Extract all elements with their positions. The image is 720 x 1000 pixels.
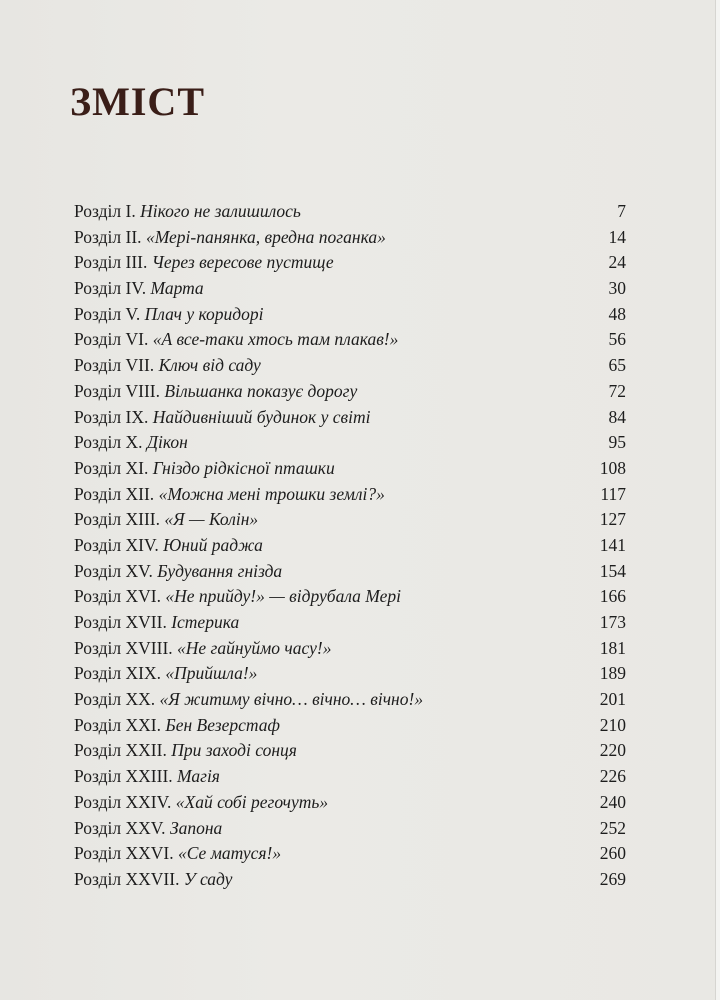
toc-chapter-title: Найдивніший будинок у світі	[152, 406, 371, 427]
toc-entry-text	[74, 535, 263, 556]
toc-chapter-title: «Мері-панянка, вредна поганка»	[145, 226, 386, 247]
toc-entry	[74, 612, 626, 638]
toc-entry	[74, 201, 626, 227]
toc-chapter-number: Розділ XVII.	[74, 612, 167, 632]
toc-entry-text	[74, 869, 232, 890]
toc-chapter-title: «Прийшла!»	[165, 663, 258, 684]
toc-entry-text	[74, 201, 301, 222]
table-of-contents	[74, 201, 626, 895]
toc-chapter-number: Розділ I.	[74, 201, 136, 221]
toc-page-number: 95	[608, 432, 626, 453]
toc-page-number: 154	[599, 560, 626, 581]
toc-entry	[74, 586, 626, 612]
toc-entry-text	[74, 715, 280, 736]
toc-chapter-title: «Я — Колін»	[164, 509, 259, 530]
toc-entry-text	[74, 329, 398, 350]
toc-entry	[74, 561, 626, 587]
toc-chapter-title: «Не гайнуймо часу!»	[177, 637, 332, 658]
toc-entry-text	[74, 407, 370, 428]
toc-chapter-number: Розділ VIII.	[74, 380, 161, 401]
toc-chapter-number: Розділ XXVII.	[74, 868, 180, 889]
toc-chapter-title: «Можна мені трошки землі?»	[158, 483, 385, 504]
page-edge	[715, 0, 720, 1000]
toc-page-number: 117	[600, 483, 626, 504]
toc-chapter-title: Запона	[169, 817, 223, 838]
toc-chapter-number: Розділ XXIV.	[74, 791, 172, 812]
toc-page-number: 48	[608, 303, 626, 324]
toc-entry-text	[74, 304, 264, 325]
toc-entry-text	[74, 689, 423, 710]
toc-chapter-number: Розділ XIII.	[74, 509, 161, 530]
toc-entry-text	[74, 638, 331, 659]
toc-entry-text	[74, 432, 188, 453]
toc-page-number: 141	[599, 534, 626, 555]
toc-chapter-number: Розділ VI.	[74, 329, 149, 350]
toc-chapter-number: Розділ XII.	[74, 483, 155, 504]
toc-chapter-title: Юний раджа	[163, 534, 263, 555]
toc-chapter-title: Магія	[177, 766, 220, 787]
toc-page-number: 252	[599, 817, 626, 838]
toc-entry	[74, 869, 626, 895]
toc-page-number: 226	[599, 766, 626, 787]
toc-entry-text	[74, 484, 385, 505]
toc-page-number: 201	[599, 689, 626, 710]
toc-chapter-title: При заході сонця	[171, 740, 297, 761]
toc-entry	[74, 509, 626, 535]
toc-chapter-title: «А все-таки хтось там плакав!»	[152, 329, 399, 350]
toc-chapter-title: Бен Везерстаф	[165, 714, 280, 735]
toc-chapter-number: Розділ IV.	[74, 278, 147, 299]
toc-entry	[74, 843, 626, 869]
toc-page-number: 72	[608, 380, 626, 401]
toc-entry-text	[74, 278, 204, 299]
toc-chapter-number: Розділ XXV.	[74, 817, 166, 838]
toc-page-number: 7	[617, 201, 626, 221]
toc-entry	[74, 458, 626, 484]
toc-chapter-number: Розділ X.	[74, 432, 143, 453]
toc-page-number: 108	[599, 457, 626, 478]
toc-page-number: 173	[599, 612, 626, 632]
toc-page-number: 240	[599, 791, 626, 812]
toc-page-number: 65	[608, 355, 626, 376]
toc-page-number: 84	[608, 406, 626, 427]
toc-chapter-number: Розділ XX.	[74, 689, 156, 710]
toc-chapter-number: Розділ XI.	[74, 457, 149, 478]
toc-chapter-title: «Се матуся!»	[178, 843, 282, 864]
toc-page-number: 269	[599, 868, 626, 889]
toc-chapter-title: Нікого не залишилось	[140, 201, 301, 221]
toc-chapter-title: Вільшанка показує дорогу	[164, 380, 358, 401]
toc-chapter-title: Будування гнізда	[157, 560, 283, 581]
toc-page-number: 30	[608, 278, 626, 299]
toc-entry	[74, 818, 626, 844]
toc-entry-text	[74, 561, 282, 582]
toc-chapter-number: Розділ II.	[74, 226, 142, 247]
toc-chapter-number: Розділ V.	[74, 303, 141, 324]
toc-entry-text	[74, 227, 386, 248]
toc-chapter-number: Розділ VII.	[74, 355, 155, 376]
toc-page-number: 14	[608, 226, 626, 247]
page-title: ЗМІСТ	[70, 79, 205, 124]
toc-chapter-number: Розділ XXIII.	[74, 766, 173, 787]
toc-entry	[74, 535, 626, 561]
toc-page-number: 166	[599, 586, 626, 607]
toc-chapter-number: Розділ III.	[74, 252, 148, 273]
toc-chapter-title: Плач у коридорі	[144, 303, 264, 324]
toc-page-number: 24	[608, 252, 626, 273]
toc-chapter-title: «Хай собі регочуть»	[175, 791, 329, 812]
toc-chapter-number: Розділ XVIII.	[74, 637, 173, 658]
toc-chapter-title: Істерика	[171, 612, 240, 632]
toc-entry	[74, 407, 626, 433]
toc-entry	[74, 792, 626, 818]
toc-entry-text	[74, 843, 281, 864]
toc-entry	[74, 638, 626, 664]
toc-entry	[74, 252, 626, 278]
toc-page-number: 56	[608, 329, 626, 350]
toc-entry-text	[74, 792, 328, 813]
toc-chapter-title: «Не прийду!» — відрубала Мері	[165, 586, 402, 607]
toc-entry	[74, 484, 626, 510]
toc-entry-text	[74, 586, 401, 607]
toc-page-number: 260	[599, 843, 626, 864]
toc-page-number: 220	[599, 740, 626, 761]
toc-entry-text	[74, 509, 258, 530]
toc-entry	[74, 740, 626, 766]
toc-chapter-number: Розділ XXVI.	[74, 843, 174, 864]
toc-chapter-number: Розділ XV.	[74, 560, 153, 581]
toc-entry-text	[74, 740, 297, 761]
toc-page-number: 210	[599, 714, 626, 735]
toc-entry	[74, 689, 626, 715]
toc-page-number: 127	[599, 509, 626, 530]
toc-entry-text	[74, 458, 335, 479]
toc-chapter-title: «Я житиму вічно… вічно… вічно!»	[159, 689, 424, 710]
toc-chapter-number: Розділ XXI.	[74, 714, 161, 735]
toc-entry	[74, 381, 626, 407]
toc-chapter-title: Дікон	[146, 432, 188, 453]
toc-page-number: 181	[599, 637, 626, 658]
toc-entry	[74, 766, 626, 792]
toc-chapter-title: У саду	[183, 868, 233, 889]
toc-entry	[74, 715, 626, 741]
toc-chapter-number: Розділ XXII.	[74, 740, 167, 761]
toc-chapter-title: Марта	[150, 278, 204, 299]
toc-chapter-number: Розділ XVI.	[74, 586, 161, 607]
toc-chapter-number: Розділ XIX.	[74, 663, 161, 684]
toc-entry-text	[74, 663, 257, 684]
toc-entry	[74, 355, 626, 381]
toc-entry-text	[74, 766, 220, 787]
toc-chapter-number: Розділ XIV.	[74, 534, 159, 555]
toc-entry	[74, 304, 626, 330]
toc-entry-text	[74, 381, 357, 402]
toc-entry-text	[74, 355, 261, 376]
toc-entry	[74, 432, 626, 458]
toc-chapter-number: Розділ IX.	[74, 406, 149, 427]
toc-chapter-title: Через вересове пустище	[151, 252, 334, 273]
toc-page-number: 189	[599, 663, 626, 684]
toc-entry-text	[74, 252, 334, 273]
toc-chapter-title: Ключ від саду	[158, 355, 261, 376]
toc-entry-text	[74, 818, 222, 839]
toc-entry	[74, 227, 626, 253]
toc-entry	[74, 663, 626, 689]
toc-chapter-title: Гніздо рідкісної пташки	[152, 457, 335, 478]
toc-entry	[74, 278, 626, 304]
toc-entry-text	[74, 612, 239, 633]
toc-entry	[74, 329, 626, 355]
